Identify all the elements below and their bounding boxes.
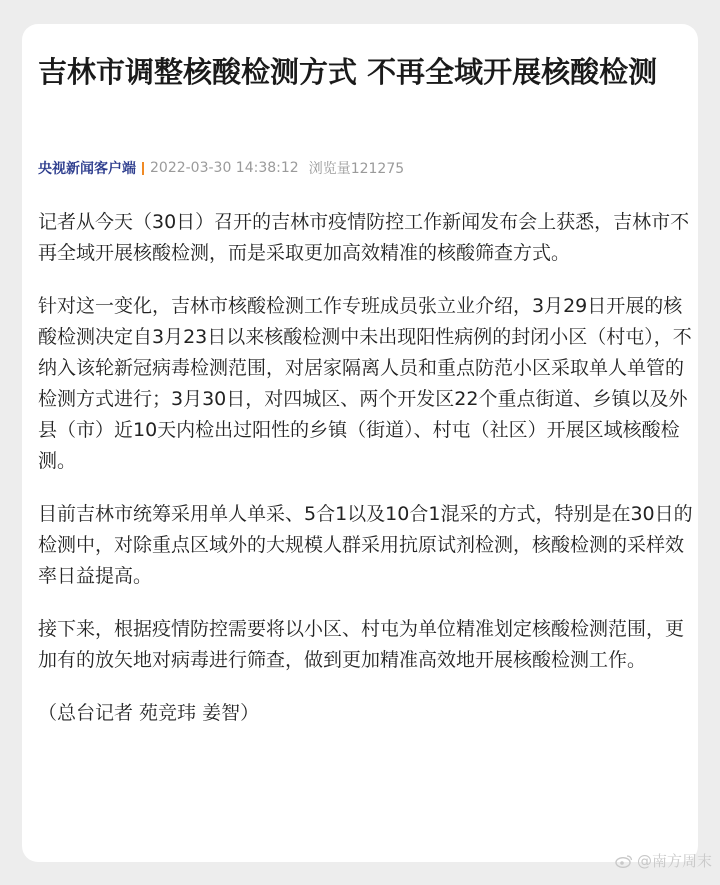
article-views — [309, 158, 404, 178]
article-body — [38, 207, 694, 751]
weibo-icon — [615, 854, 633, 868]
article-card — [22, 24, 698, 862]
watermark-text: @南方周末 — [636, 852, 712, 870]
article-credit: （总台记者 苑竞玮 姜智） — [38, 702, 260, 724]
paragraph: 针对这一变化，吉林市核酸检测工作专班成员张立业介绍，3月29日开展的核酸检测决定自3月23日以来核酸检测中未出现阳性病例的封闭小区（村屯），不纳入该轮新冠病毒检测范围，对居家隔离人员和重点防范小区采取单人单管的检测方式进行；3月30日，对四城区、两个开发区22个重点街道、乡镇以及外县（市）近10天内检出过阳性的乡镇（街道）、村屯（社区）开展区域核酸检测。 — [38, 295, 692, 472]
article-source[interactable]: 央视新闻客户端 — [38, 161, 136, 177]
meta-separator — [142, 162, 144, 175]
watermark — [615, 850, 712, 871]
paragraph: 记者从今天（30日）召开的吉林市疫情防控工作新闻发布会上获悉，吉林市不再全域开展核酸检测，而是采取更加高效精准的核酸筛查方式。 — [38, 211, 690, 264]
paragraph: 目前吉林市统筹采用单人单采、5合1以及10合1混采的方式，特别是在30日的检测中，对除重点区域外的大规模人群采用抗原试剂检测，核酸检测的采样效率日益提高。 — [38, 503, 693, 587]
views-label: 浏览量 — [308, 161, 351, 177]
views-count: 121275 — [350, 161, 405, 177]
paragraph: 接下来，根据疫情防控需要将以小区、村屯为单位精准划定核酸检测范围，更加有的放矢地对病毒进行筛查，做到更加精准高效地开展核酸检测工作。 — [38, 618, 685, 671]
article-meta — [38, 158, 404, 178]
article-title: 吉林市调整核酸检测方式 不再全域开展核酸检测 — [38, 55, 658, 89]
article-datetime: 2022-03-30 14:38:12 — [150, 160, 299, 176]
